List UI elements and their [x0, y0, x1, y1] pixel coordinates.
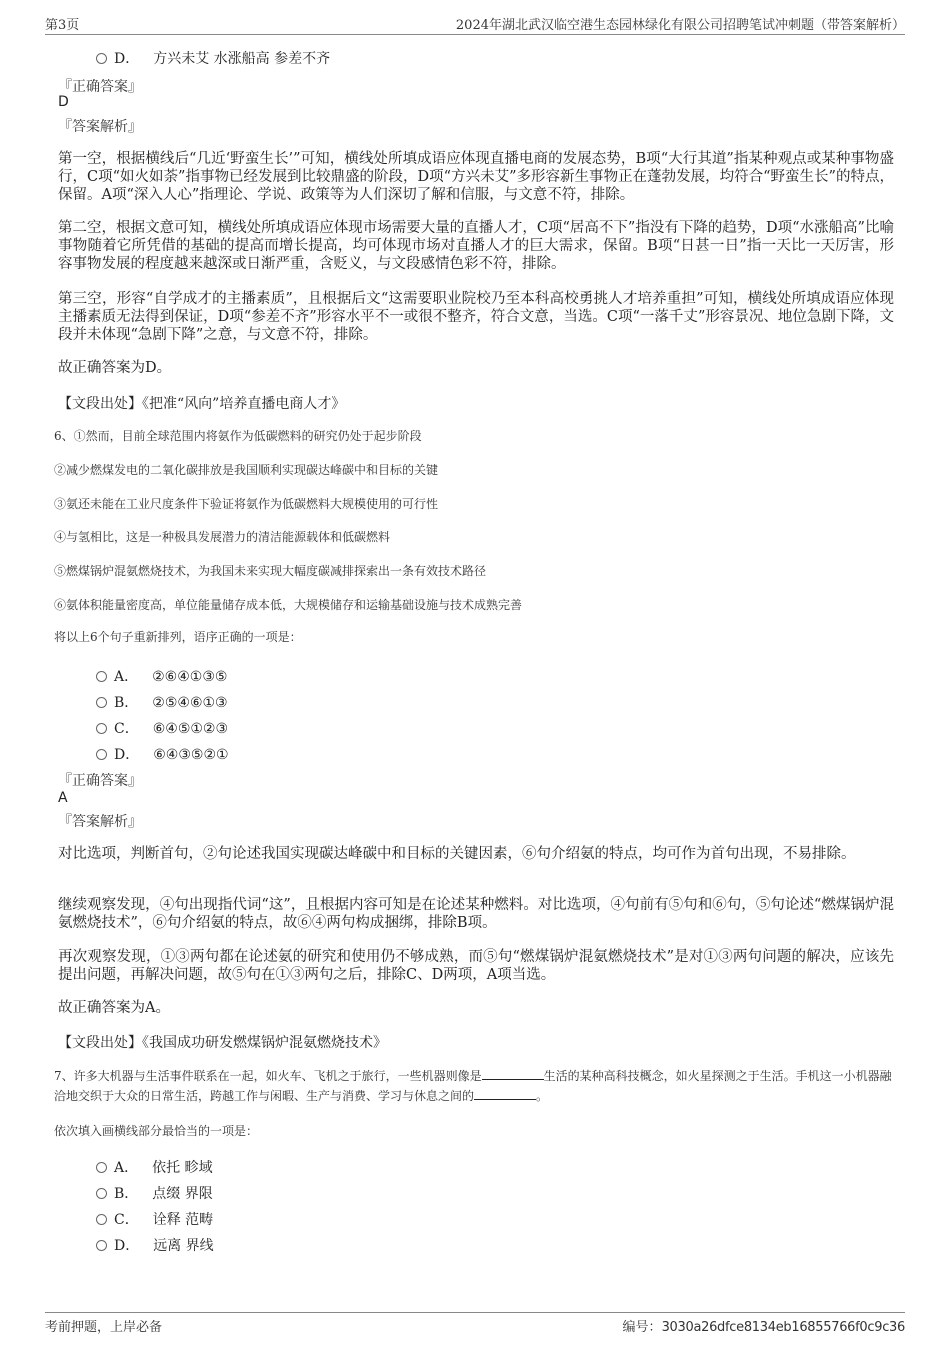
q6-analysis-paragraph: 再次观察发现，①③两句都在论述氨的研究和使用仍不够成熟，而⑤句“燃煤锅炉混氨燃烧技术”是对①③两句问题的解决，应该先提出问题，再解决问题，故⑤句在①③两句之后，排除C、D两项，A项当选。 [58, 949, 894, 983]
q7-option-c[interactable]: C． 诠释 范畴 [96, 1209, 213, 1229]
fill-blank[interactable] [474, 1087, 536, 1100]
q5-analysis-paragraph: 第一空，根据横线后“几近‘野蛮生长’”可知，横线处所填成语应体现直播电商的发展态势，B项“大行其道”指某种观点或某种事物盛行，C项“如火如荼”指事物已经发展到比较鼎盛的阶段，D项“方兴未艾”多形容新生事物正在蓬勃发展，均符合“野蛮生长”的特点，保留。A项“深入人心”指理论、学说、政策等为人们深切了解和信服，与文意不符，排除。 [58, 151, 894, 203]
q6-sentence: ④与氢相比，这是一种极具发展潜力的清洁能源载体和低碳燃料 [54, 530, 391, 544]
q7-option-d[interactable]: D． 远离 界线 [96, 1235, 214, 1255]
radio-icon[interactable] [96, 723, 107, 734]
q7-prompt: 依次填入画横线部分最恰当的一项是： [54, 1124, 259, 1138]
q5-analysis-paragraph: 第三空，形容“自学成才的主播素质”，且根据后文“这需要职业院校乃至本科高校勇挑人才培养重担”可知，横线处所填成语应体现主播素质无法得到保证，D项“参差不齐”形容水平不一或很不整齐，符合文意，当选。C项“一落千丈”形容景况、地位急剧下降，文段并未体现“急剧下降”之意，与文意不符，排除。 [58, 291, 894, 343]
q6-prompt: 将以上6个句子重新排列，语序正确的一项是： [54, 630, 302, 644]
q6-conclusion: 故正确答案为A。 [58, 1000, 170, 1016]
document-title: 2024年湖北武汉临空港生态园林绿化有限公司招聘笔试冲刺题（带答案解析） [455, 18, 905, 33]
q6-sentence: 6、①然而，目前全球范围内将氨作为低碳燃料的研究仍处于起步阶段 [54, 429, 422, 443]
q6-sentence: ⑤燃煤锅炉混氨燃烧技术，为我国未来实现大幅度碳减排探索出一条有效技术路径 [54, 564, 487, 578]
q6-sentence: ③氨还未能在工业尺度条件下验证将氨作为低碳燃料大规模使用的可行性 [54, 497, 439, 511]
q7-option-a[interactable]: A． 依托 畛域 [96, 1157, 213, 1177]
q7-stem: 7、许多大机器与生活事件联系在一起，如火车、飞机之于旅行，一些机器则像是 生活的某种高科技概念，如火星探测之于生活。手机这一小机器融洽地交织于大众的日常生活，跨越工作与闲暇、生产与消费、学习与休息之间的 。 [54, 1069, 892, 1103]
radio-icon[interactable] [96, 53, 107, 64]
q5-answer: D [58, 94, 69, 110]
radio-icon[interactable] [96, 749, 107, 760]
q5-source: 【文段出处】《把准“风向”培养直播电商人才》 [58, 396, 346, 412]
q6-sentence: ⑥氨体积能量密度高，单位能量储存成本低，大规模储存和运输基础设施与技术成熟完善 [54, 598, 523, 612]
q5-answer-label: 『正确答案』 [58, 79, 142, 95]
q7-option-b[interactable]: B． 点缀 界限 [96, 1183, 213, 1203]
document-code: 编号：3030a26dfce8134eb16855766f0c9c36 [622, 1320, 905, 1335]
q6-option-b[interactable]: B． ②⑤④⑥①③ [96, 692, 228, 712]
page-footer [45, 1312, 905, 1339]
q5-analysis-paragraph: 第二空，根据文意可知，横线处所填成语应体现市场需要大量的直播人才，C项“居高不下”指没有下降的趋势，D项“水涨船高”比喻事物随着它所凭借的基础的提高而增长提高，均可体现市场对直播人才的巨大需求，保留。B项“日甚一日”指一天比一天厉害，形容事物发展的程度越来越深或日渐严重，含贬义，与文段感情色彩不符，排除。 [58, 220, 894, 272]
page-number: 第3页 [45, 18, 80, 33]
q6-sentence: ②减少燃煤发电的二氧化碳排放是我国顺利实现碳达峰碳中和目标的关键 [54, 463, 439, 477]
q6-option-c[interactable]: C． ⑥④⑤①②③ [96, 718, 228, 738]
q6-answer: A [58, 790, 68, 806]
radio-icon[interactable] [96, 697, 107, 708]
q6-option-d[interactable]: D． ⑥④③⑤②① [96, 744, 229, 764]
radio-icon[interactable] [96, 671, 107, 682]
page-header [45, 12, 905, 35]
q6-answer-label: 『正确答案』 [58, 773, 142, 789]
radio-icon[interactable] [96, 1240, 107, 1251]
q6-source: 【文段出处】《我国成功研发燃煤锅炉混氨燃烧技术》 [58, 1035, 387, 1051]
q6-analysis-paragraph: 继续观察发现，④句出现指代词“这”，且根据内容可知是在论述某种燃料。对比选项，④句前有⑤句和⑥句，⑤句论述“燃煤锅炉混氨燃烧技术”，⑥句介绍氨的特点，故⑥④两句构成捆绑，排除B项。 [58, 897, 894, 931]
q5-conclusion: 故正确答案为D。 [58, 360, 172, 376]
q6-analysis-paragraph: 对比选项，判断首句，②句论述我国实现碳达峰碳中和目标的关键因素，⑥句介绍氨的特点，均可作为首句出现，不易排除。 [58, 846, 856, 862]
footer-note: 考前押题，上岸必备 [45, 1320, 163, 1335]
fill-blank[interactable] [482, 1067, 544, 1080]
radio-icon[interactable] [96, 1162, 107, 1173]
q6-analysis-label: 『答案解析』 [58, 814, 142, 830]
radio-icon[interactable] [96, 1188, 107, 1199]
q5-option-d[interactable]: D． 方兴未艾 水涨船高 参差不齐 [96, 48, 330, 68]
q6-option-a[interactable]: A． ②⑥④①③⑤ [96, 666, 227, 686]
radio-icon[interactable] [96, 1214, 107, 1225]
q5-analysis-label: 『答案解析』 [58, 119, 142, 135]
